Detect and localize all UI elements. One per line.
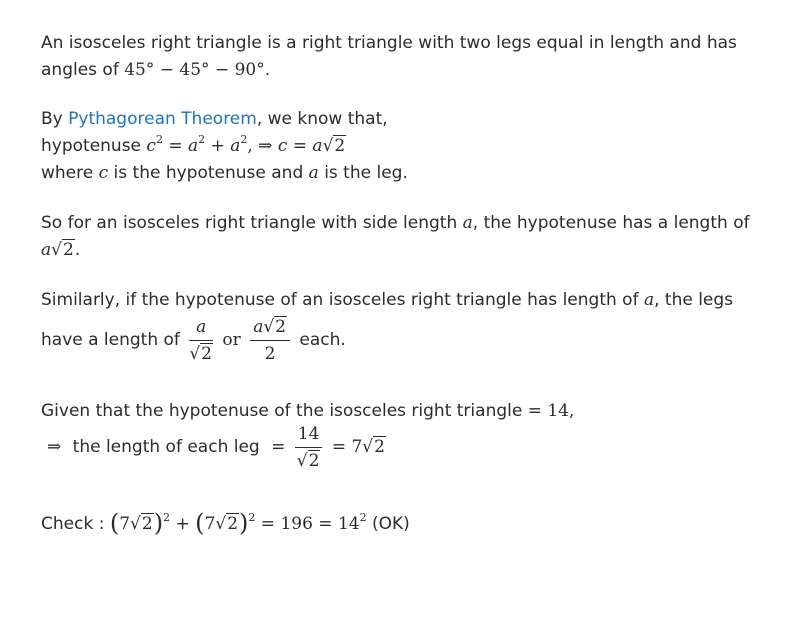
similarly-line-2: have a length of $\frac{a}{√2}$ or $\frac{a√2}{2}$ each.: [41, 316, 346, 364]
angles-math: 45° − 45° − 90°: [124, 60, 265, 80]
where-line: where c is the hypotenuse and a is the leg.: [41, 163, 408, 183]
fraction-14-over-sqrt2: $\frac{14}{√2}$: [295, 423, 323, 472]
intro-line-1: An isosceles right triangle is a right triangle with two legs equal in length and has: [41, 33, 737, 53]
given-line: Given that the hypotenuse of the isosceles right triangle = 14,: [41, 401, 575, 421]
side-length-line-1: So for an isosceles right triangle with side length a, the hypotenuse has a length of: [41, 213, 750, 233]
similarly-line-1: Similarly, if the hypotenuse of an isosceles right triangle has length of a, the legs: [41, 290, 734, 310]
hypotenuse-formula: $c^2 = a^2 + a^2$, ⇒ c = a√2: [146, 133, 346, 156]
check-line: Check : $(7√2)^2 + (7√2)^2 = 196 = 14^2$ (OK): [41, 509, 410, 537]
pythagorean-theorem-link[interactable]: Pythagorean Theorem: [68, 109, 257, 129]
side-length-line-2: a√2.: [41, 240, 81, 260]
hypotenuse-formula-line: hypotenuse $c^2 = a^2 + a^2$, ⇒ c = a√2: [41, 133, 346, 156]
leg-length-line: ⇒ the length of each leg = $\frac{14}{√2}$ = 7√2: [47, 423, 385, 471]
fraction-a-sqrt2-over-2: $\frac{a√2}{2}$: [250, 316, 290, 365]
intro-line-2: angles of 45° − 45° − 90°.: [41, 60, 271, 80]
fraction-a-over-sqrt2: $\frac{a}{√2}$: [189, 316, 212, 364]
check-math: $(7√2)^2 + (7√2)^2 = 196 = 14^2$: [109, 509, 367, 537]
pythagorean-line: By Pythagorean Theorem, we know that,: [41, 109, 388, 129]
